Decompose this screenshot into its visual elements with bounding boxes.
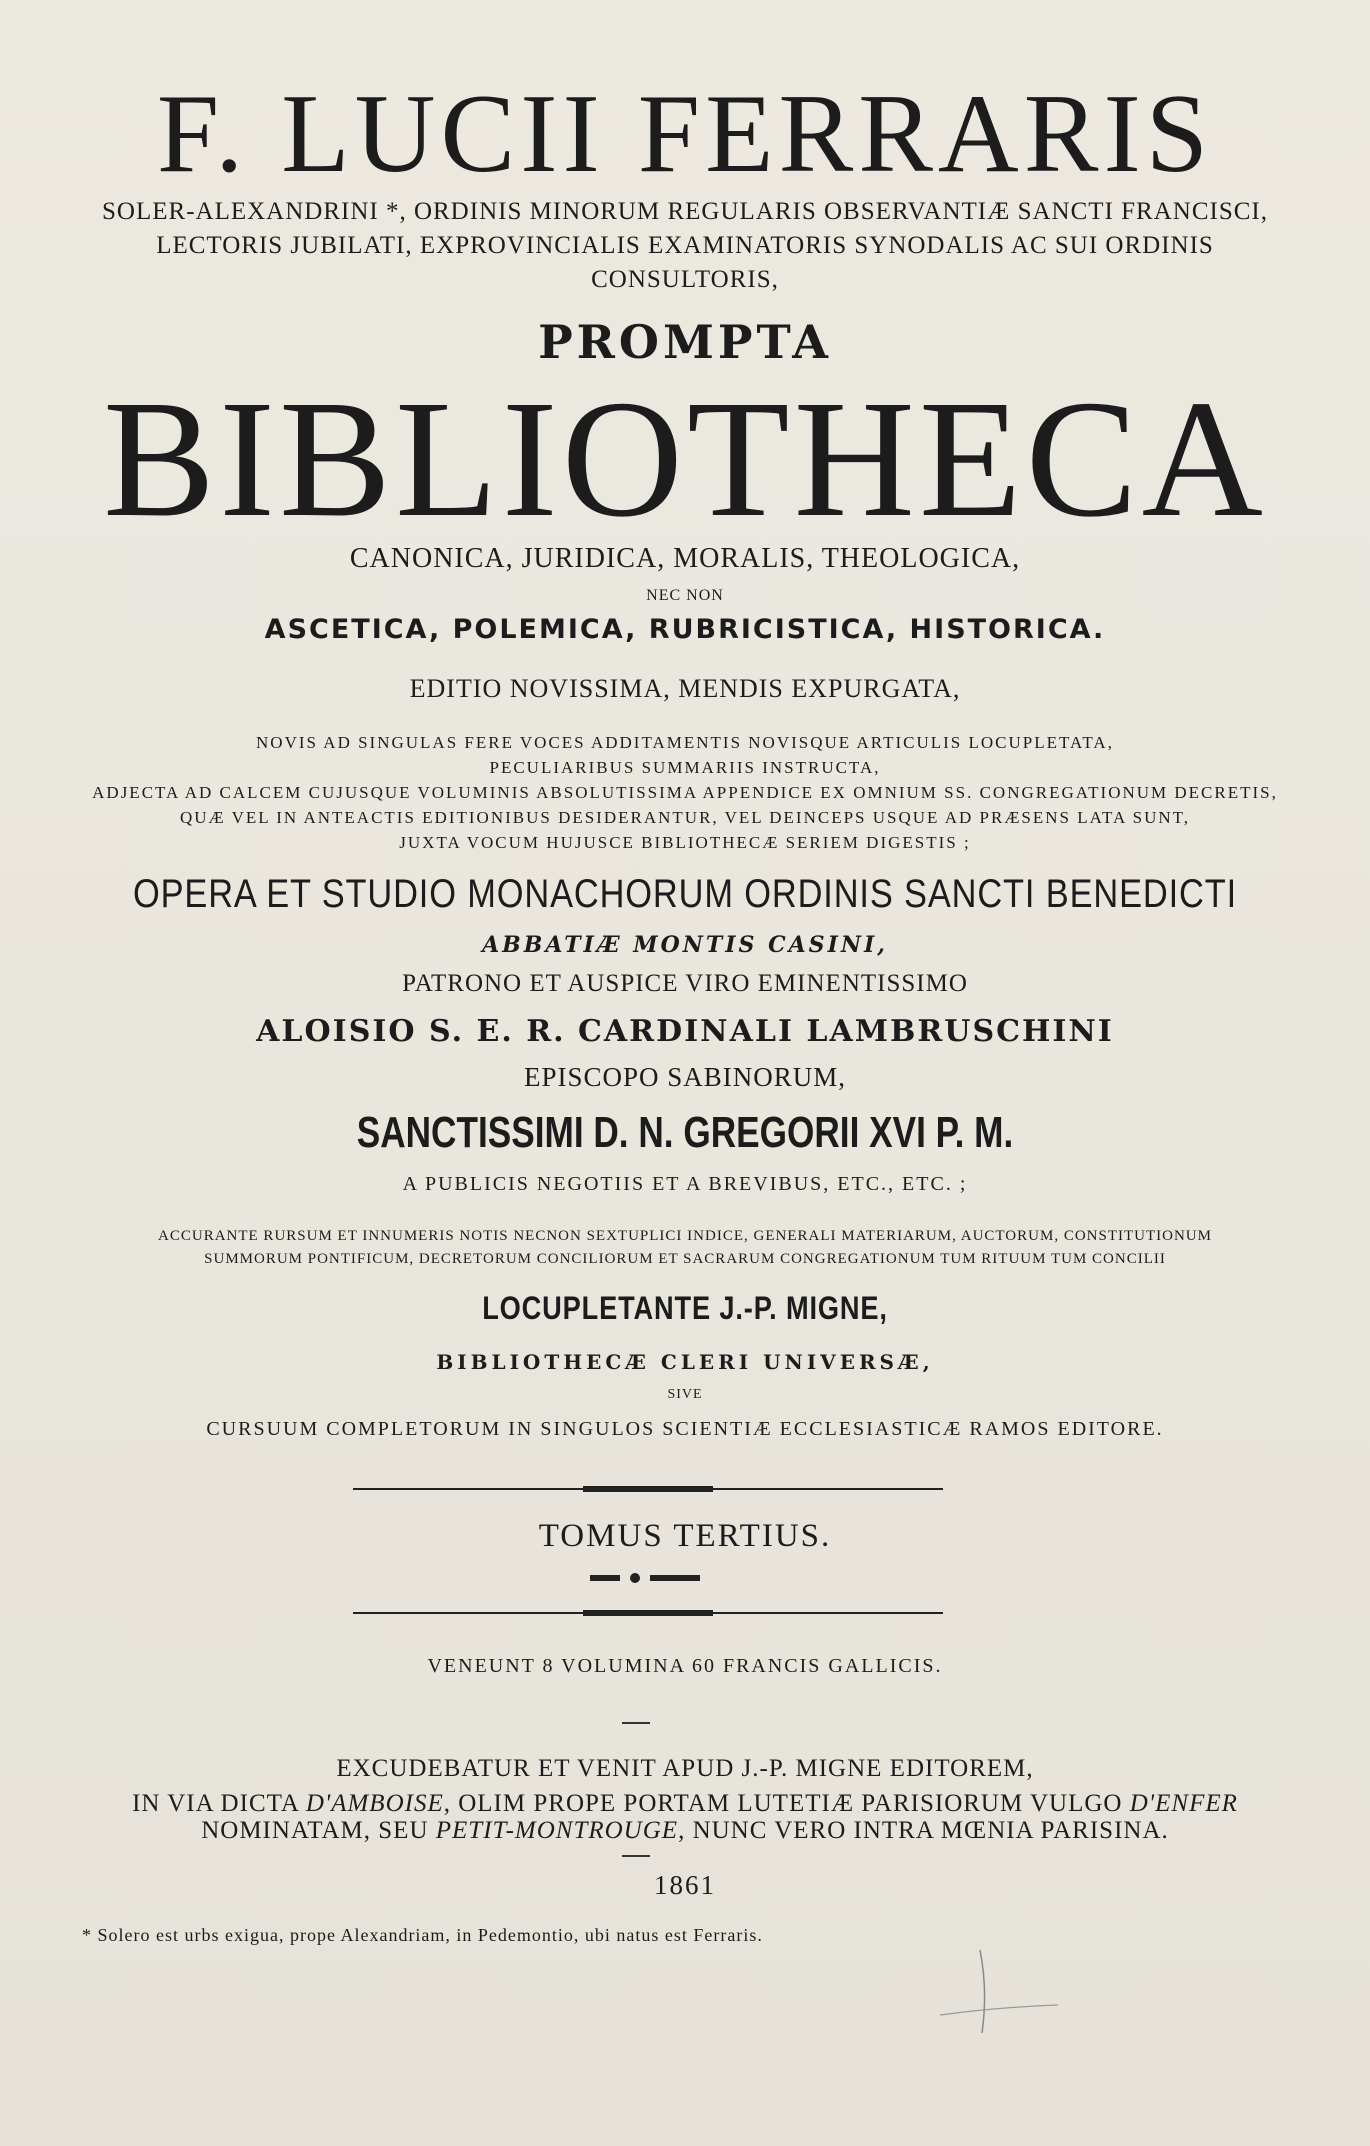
accurante-line-1: ACCURANTE RURSUM ET INNUMERIS NOTIS NECNON SEXTUPLICI INDICE, GENERALI MATERIARUM, AUCTORUM, CONSTITUTIONUM xyxy=(158,1228,1212,1244)
footnote: * Solero est urbs exigua, prope Alexandriam, in Pedemontio, ubi natus est Ferraris. xyxy=(82,1925,763,1945)
imprint-line-2-part-a: IN VIA DICTA xyxy=(132,1790,306,1817)
nec-non: NEC NON xyxy=(646,587,724,604)
sive-line: SIVE xyxy=(667,1387,703,1402)
edition-note-5: JUXTA VOCUM HUJUSCE BIBLIOTHECÆ SERIEM DIGESTIS ; xyxy=(399,833,971,852)
imprint-district-name: PETIT-MONTROUGE xyxy=(435,1817,679,1844)
subjects-line-2: ASCETICA, POLEMICA, RUBRICISTICA, HISTORICA. xyxy=(264,614,1106,645)
author-heading: F. LUCII FERRARIS xyxy=(156,72,1214,196)
imprint-line-2 xyxy=(0,1790,1370,1818)
edition-note-4: QUÆ VEL IN ANTEACTIS EDITIONIBUS DESIDERANTUR, VEL DEINCEPS USQUE AD PRÆSENS LATA SUNT, xyxy=(179,808,1191,827)
decorative-rule-bottom xyxy=(353,1610,943,1616)
episcopo-line: EPISCOPO SABINORUM, xyxy=(523,1062,847,1092)
edition-note-1: NOVIS AD SINGULAS FERE VOCES ADDITAMENTIS NOVISQUE ARTICULIS LOCUPLETATA, xyxy=(256,733,1114,752)
subjects-line-1: CANONICA, JURIDICA, MORALIS, THEOLOGICA, xyxy=(349,543,1021,574)
opera-line: OPERA ET STUDIO MONACHORUM ORDINIS SANCTI BENEDICTI xyxy=(133,872,1237,916)
volume-number: TOMUS TERTIUS. xyxy=(538,1518,832,1554)
publication-year: 1861 xyxy=(654,1870,716,1900)
imprint-gate-name: D'ENFER xyxy=(1129,1790,1238,1817)
cardinal-line: ALOISIO S. E. R. CARDINALI LAMBRUSCHINI xyxy=(256,1014,1114,1049)
bibliothecae-line: BIBLIOTHECÆ CLERI UNIVERSÆ, xyxy=(436,1350,934,1374)
author-description-line-1: SOLER-ALEXANDRINI *, ORDINIS MINORUM REGULARIS OBSERVANTIÆ SANCTI FRANCISCI, xyxy=(102,198,1268,225)
publicis-line: A PUBLICIS NEGOTIIS ET A BREVIBUS, ETC., ETC. ; xyxy=(402,1173,968,1195)
ornament-icon xyxy=(590,1570,700,1586)
cursuum-line: CURSUUM COMPLETORUM IN SINGULOS SCIENTIÆ ECCLESIASTICÆ RAMOS EDITORE. xyxy=(206,1418,1164,1440)
author-description-line-2: LECTORIS JUBILATI, EXPROVINCIALIS EXAMINATORIS SYNODALIS AC SUI ORDINIS xyxy=(156,232,1214,259)
pencil-mark xyxy=(940,1945,1060,2035)
separator-dash-1 xyxy=(622,1722,650,1724)
separator-dash-2 xyxy=(622,1855,650,1857)
decorative-rule-top xyxy=(353,1486,943,1492)
edition-note-2: PECULIARIBUS SUMMARIIS INSTRUCTA, xyxy=(489,758,881,777)
pope-line: SANCTISSIMI D. N. GREGORII XVI P. M. xyxy=(356,1108,1014,1157)
price-line: VENEUNT 8 VOLUMINA 60 FRANCIS GALLICIS. xyxy=(427,1655,943,1677)
title-bibliotheca: BIBLIOTHECA xyxy=(103,366,1267,552)
imprint-line-2-part-b: , OLIM PROPE PORTAM LUTETIÆ PARISIORUM VULGO xyxy=(443,1790,1130,1817)
patrono-line: PATRONO ET AUSPICE VIRO EMINENTISSIMO xyxy=(402,970,968,997)
imprint-line-3 xyxy=(0,1817,1370,1845)
imprint-street-name: D'AMBOISE xyxy=(305,1790,444,1817)
accurante-line-2: SUMMORUM PONTIFICUM, DECRETORUM CONCILIORUM ET SACRARUM CONGREGATIONUM TUM RITUUM TUM CONCILII xyxy=(204,1251,1166,1267)
imprint-line-1: EXCUDEBATUR ET VENIT APUD J.-P. MIGNE EDITOREM, xyxy=(336,1755,1034,1782)
imprint-line-3-part-b: , NUNC VERO INTRA MŒNIA PARISINA. xyxy=(678,1817,1169,1844)
edition-statement: EDITIO NOVISSIMA, MENDIS EXPURGATA, xyxy=(409,674,961,703)
abbatia-line: ABBATIÆ MONTIS CASINI, xyxy=(482,932,888,958)
imprint-line-3-part-a: NOMINATAM, SEU xyxy=(201,1817,436,1844)
author-description-line-3: CONSULTORIS, xyxy=(591,266,779,293)
title-prompta: PROMPTA xyxy=(538,315,832,369)
edition-note-3: ADJECTA AD CALCEM CUJUSQUE VOLUMINIS ABSOLUTISSIMA APPENDICE EX OMNIUM SS. CONGREGATIONUM DECRETIS, xyxy=(92,783,1278,802)
locupletante-line: LOCUPLETANTE J.-P. MIGNE, xyxy=(482,1290,888,1326)
